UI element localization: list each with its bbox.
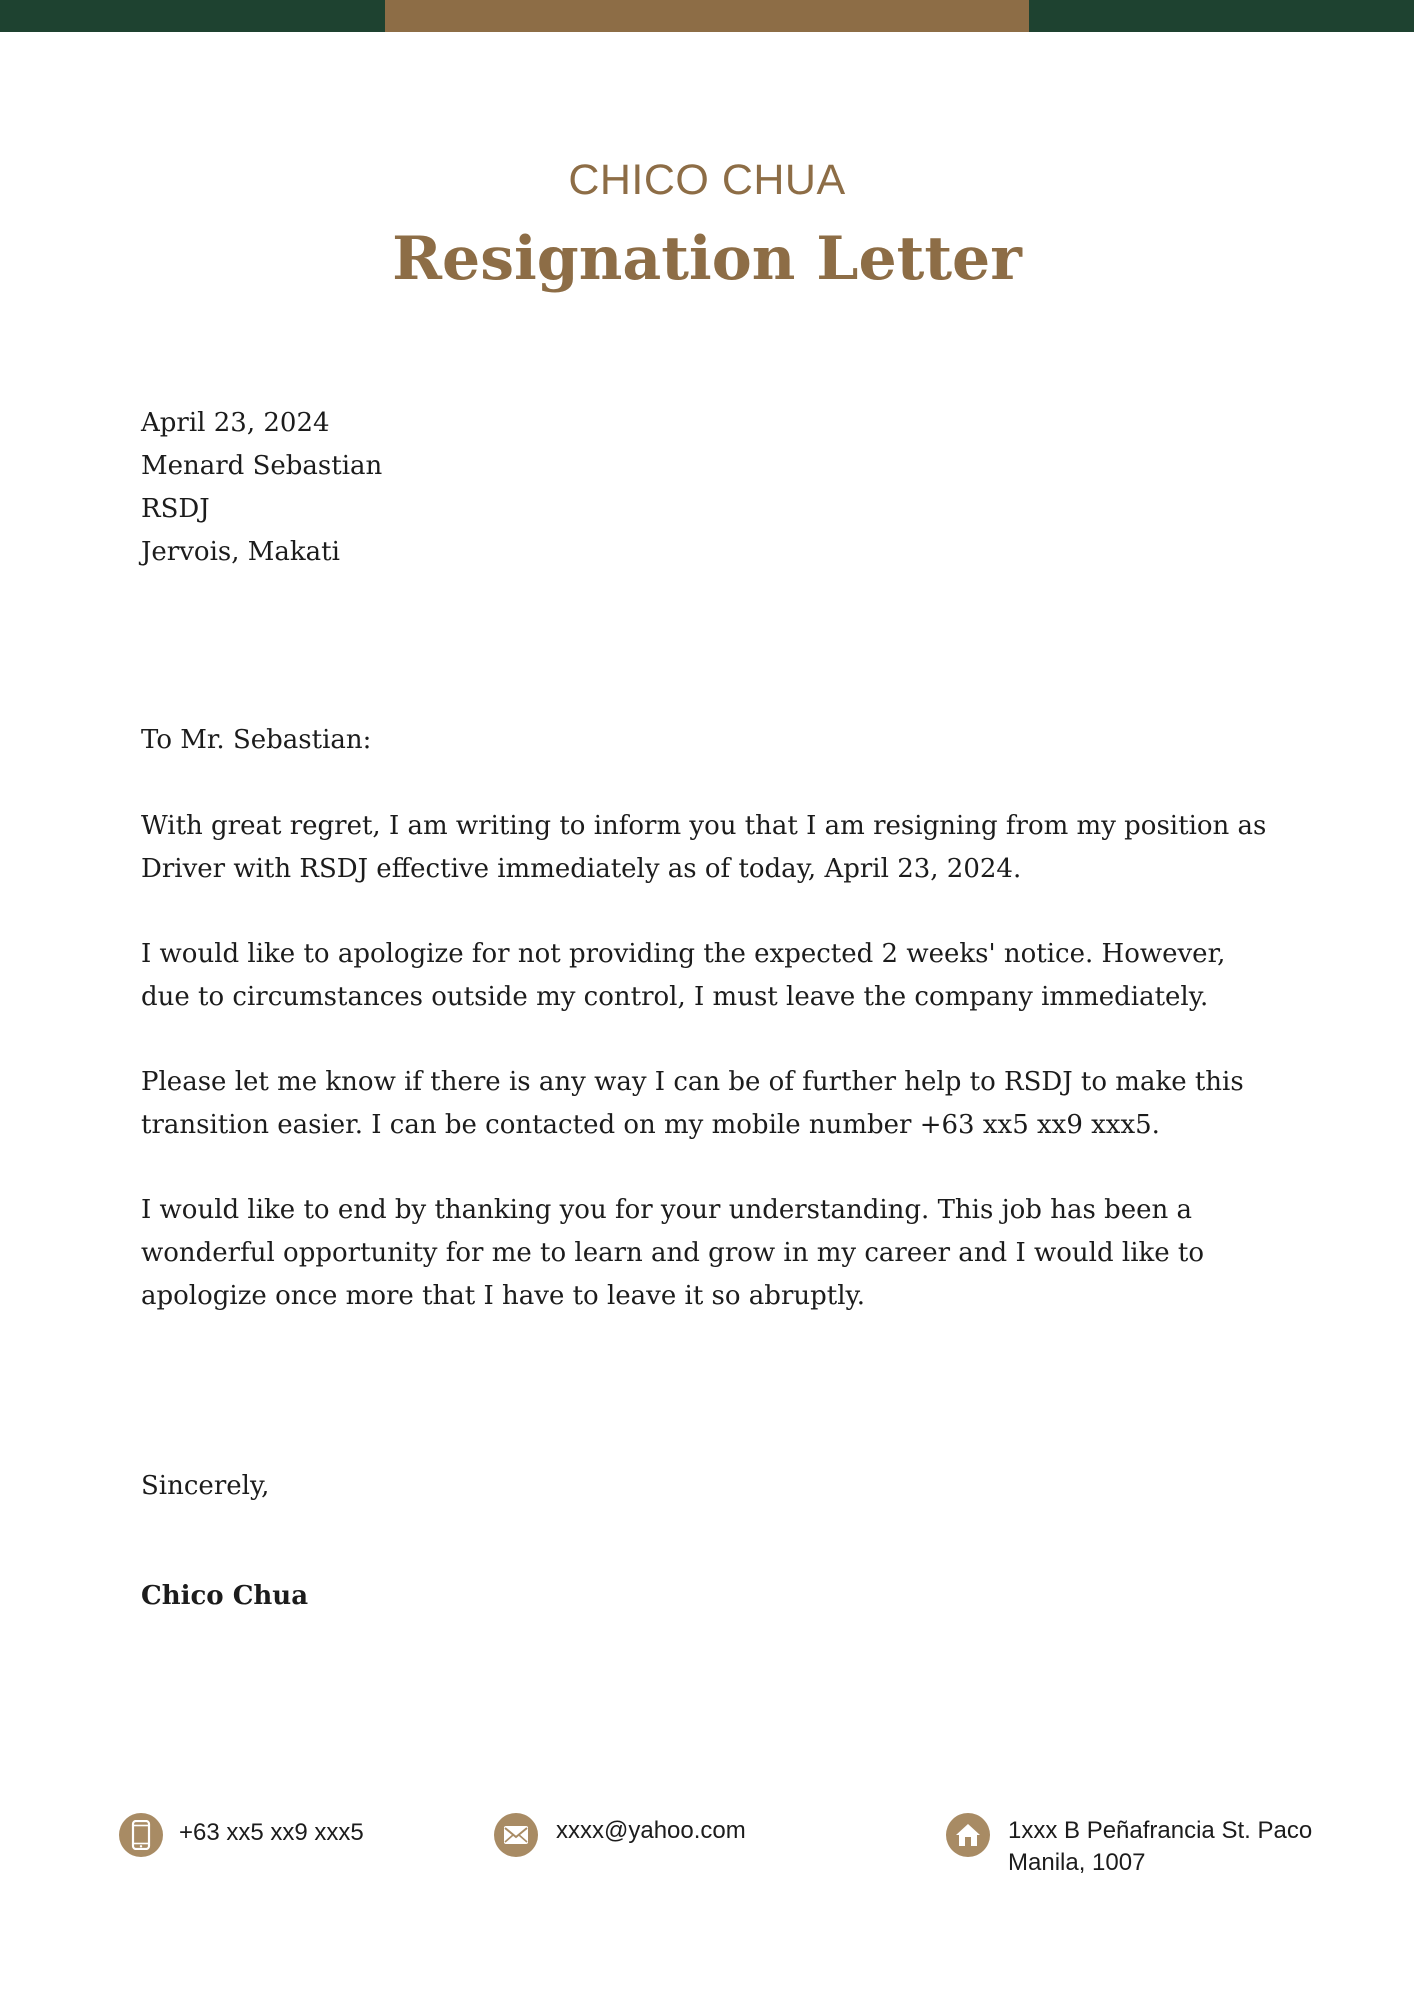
letter-header [0, 150, 1414, 296]
body-paragraph: I would like to end by thanking you for your understanding. This job has been a wonderful opportunity for me to learn and grow in my career and I would like to apologize once more that I have to leave it so abruptly. [141, 1195, 1205, 1311]
footer-address-text [1008, 1815, 1338, 1879]
footer-email-text: xxxx@yahoo.com [556, 1817, 746, 1844]
recipient-company: RSDJ [141, 494, 210, 524]
salutation: To Mr. Sebastian: [141, 725, 372, 755]
home-icon [946, 1813, 990, 1857]
body-paragraph: I would like to apologize for not providing the expected 2 weeks' notice. However, due to circumstances outside my control, I must leave the company immediately. [141, 939, 1226, 1012]
recipient-name: Menard Sebastian [141, 451, 383, 481]
footer-email [494, 1813, 746, 1857]
phone-icon [119, 1813, 163, 1857]
address-line-2: Manila, 1007 [1008, 1849, 1146, 1876]
recipient-location: Jervois, Makati [141, 537, 340, 567]
signature-name: Chico Chua [141, 1581, 309, 1611]
letter-date: April 23, 2024 [141, 408, 330, 438]
top-bar-accent [385, 0, 1029, 32]
body-paragraph: With great regret, I am writing to inform you that I am resigning from my position as Driver with RSDJ effective immediately as of today, April 23, 2024. [141, 811, 1267, 884]
body-paragraph: Please let me know if there is any way I can be of further help to RSDJ to make this transition easier. I can be contacted on my mobile number +63 xx5 xx9 xxx5. [141, 1067, 1244, 1140]
document-title: Resignation Letter [392, 224, 1022, 294]
closing: Sincerely, [141, 1471, 270, 1501]
footer-address [946, 1813, 1338, 1879]
footer-phone [119, 1813, 364, 1857]
footer-phone-text: +63 xx5 xx9 xxx5 [179, 1819, 364, 1846]
envelope-icon [494, 1813, 538, 1857]
recipient-block [141, 402, 1271, 574]
address-line-1: 1xxx B Peñafrancia St. Paco [1008, 1817, 1313, 1844]
top-bar [0, 0, 1414, 32]
sender-name: CHICO CHUA [568, 156, 846, 204]
